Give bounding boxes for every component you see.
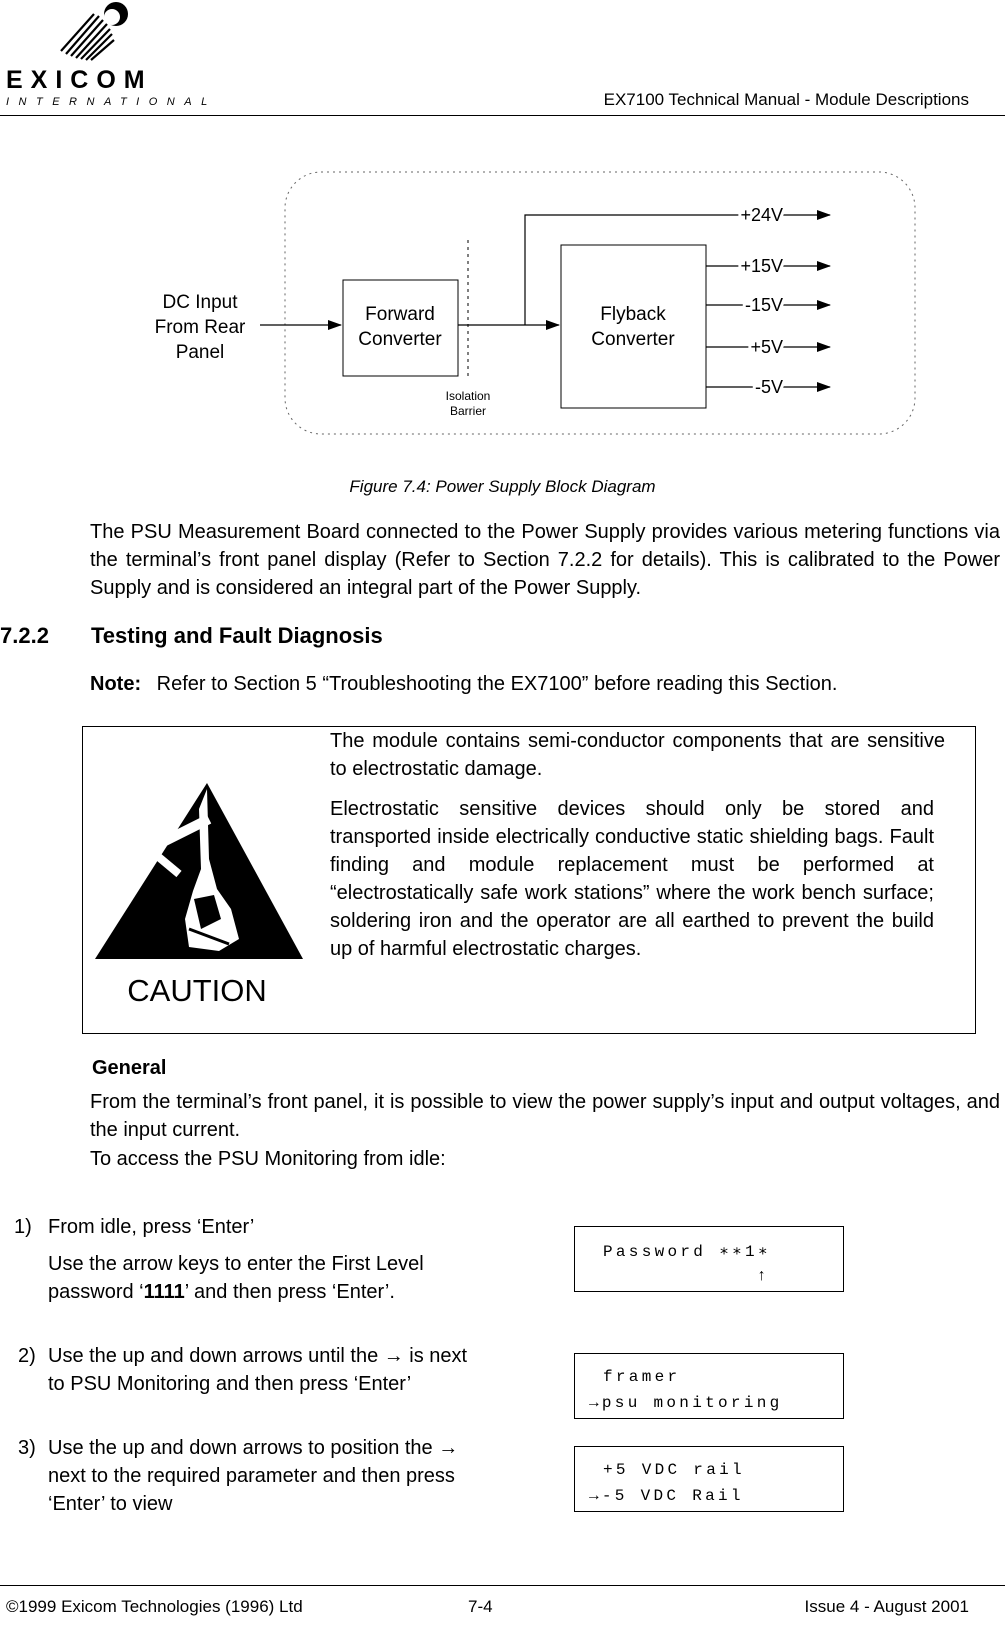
logo-brand-text: EXICOM [6, 66, 153, 94]
step-3-text: Use the up and down arrows to position the → next to the required parameter and then press ‘Enter’ to view [48, 1437, 459, 1515]
note-text: Refer to Section 5 “Troubleshooting the EX7100” before reading this Section. [156, 673, 838, 695]
dc-input-label-3: Panel [175, 342, 225, 363]
caution-box [82, 726, 976, 1034]
power-supply-block-diagram [140, 170, 960, 465]
step-2-number: 2) [18, 1345, 36, 1367]
footer-copyright: ©1999 Exicom Technologies (1996) Ltd [6, 1597, 303, 1616]
flyback-converter-label-2: Converter [591, 329, 675, 350]
esd-caution-icon [89, 779, 307, 1007]
barrier-label-2: Barrier [449, 404, 487, 418]
intro-paragraph: The PSU Measurement Board connected to the Power Supply provides various metering functions via the terminal’s front panel display (Refer to Section 7.2.2 for details). This is calibrated to the Power Supply and is considered an integral part of the Power Supply. [90, 521, 1000, 599]
output-label-4: +5V [750, 337, 783, 357]
figure-caption: Figure 7.4: Power Supply Block Diagram [349, 477, 656, 496]
dc-input-label-2: From Rear [154, 317, 246, 338]
output-label-5: -5V [754, 377, 783, 397]
step-2-text: Use the up and down arrows until the → is next to PSU Monitoring and then press ‘Enter’ [48, 1345, 468, 1395]
output-label-2: +15V [740, 256, 783, 276]
step-1-password: 1111 [143, 1281, 185, 1303]
header-title: EX7100 Technical Manual - Module Descriptions [603, 90, 969, 109]
note [90, 673, 837, 696]
lcd-3-line-2: →-5 VDC Rail [589, 1487, 744, 1505]
step-1-text-b [48, 1250, 428, 1306]
general-para-1: From the terminal’s front panel, it is possible to view the power supply’s input and output voltages, and the input current. [90, 1091, 1000, 1141]
lcd-2-line-2: →psu monitoring [589, 1394, 783, 1412]
forward-converter-label-1: Forward [365, 304, 435, 325]
footer-page-number: 7-4 [468, 1597, 493, 1616]
footer-issue: Issue 4 - August 2001 [804, 1597, 969, 1616]
flyback-converter-label-1: Flyback [600, 304, 666, 325]
lcd-display-menu [574, 1353, 844, 1419]
step-3-number: 3) [18, 1437, 36, 1459]
lcd-3-line-1: +5 VDC rail [603, 1461, 745, 1479]
header-rule [0, 115, 1005, 116]
output-label-3: -15V [744, 295, 783, 315]
step-1-text-a: From idle, press ‘Enter’ [48, 1216, 255, 1238]
forward-converter-block [343, 280, 458, 376]
lcd-2-line-1: framer [603, 1368, 681, 1386]
section-number: 7.2.2 [0, 623, 49, 648]
lcd-display-password [574, 1226, 844, 1292]
lcd-1-line-1: Password ∗∗1∗ [603, 1243, 771, 1261]
caution-para-1: The module contains semi-conductor components that are sensitive to electrostatic damage. [330, 730, 945, 780]
output-label-1: +24V [740, 205, 783, 225]
flyback-converter-block [561, 245, 706, 408]
section-title: Testing and Fault Diagnosis [91, 623, 383, 648]
note-label: Note: [90, 673, 142, 695]
step-1-number: 1) [14, 1216, 32, 1238]
caution-label: CAUTION [127, 973, 267, 1008]
dc-input-label-1: DC Input [162, 292, 238, 313]
barrier-label-1: Isolation [445, 389, 491, 403]
footer-rule [0, 1585, 1005, 1586]
general-heading: General [92, 1057, 167, 1079]
lcd-display-psu [574, 1446, 844, 1512]
logo-sub-text: INTERNATIONAL [6, 96, 217, 108]
general-para-2: To access the PSU Monitoring from idle: [90, 1148, 446, 1170]
exicom-logo [4, 2, 217, 110]
step-1-text-b-post: ’ and then press ‘Enter’. [184, 1281, 395, 1303]
lcd-1-line-2: ↑ [589, 1267, 770, 1285]
step-1-text-b-pre: Use the arrow keys to enter the First Level password ‘ [48, 1253, 424, 1303]
caution-para-2: Electrostatic sensitive devices should only be stored and transported inside electrically conductive static shielding bags. Fault finding and module replacement must be performed at “electrostatically safe work stations” where the work bench surface; soldering iron and the operator are all earthed to prevent the build up of harmful electrostatic charges. [330, 798, 934, 960]
forward-converter-label-2: Converter [358, 329, 442, 350]
